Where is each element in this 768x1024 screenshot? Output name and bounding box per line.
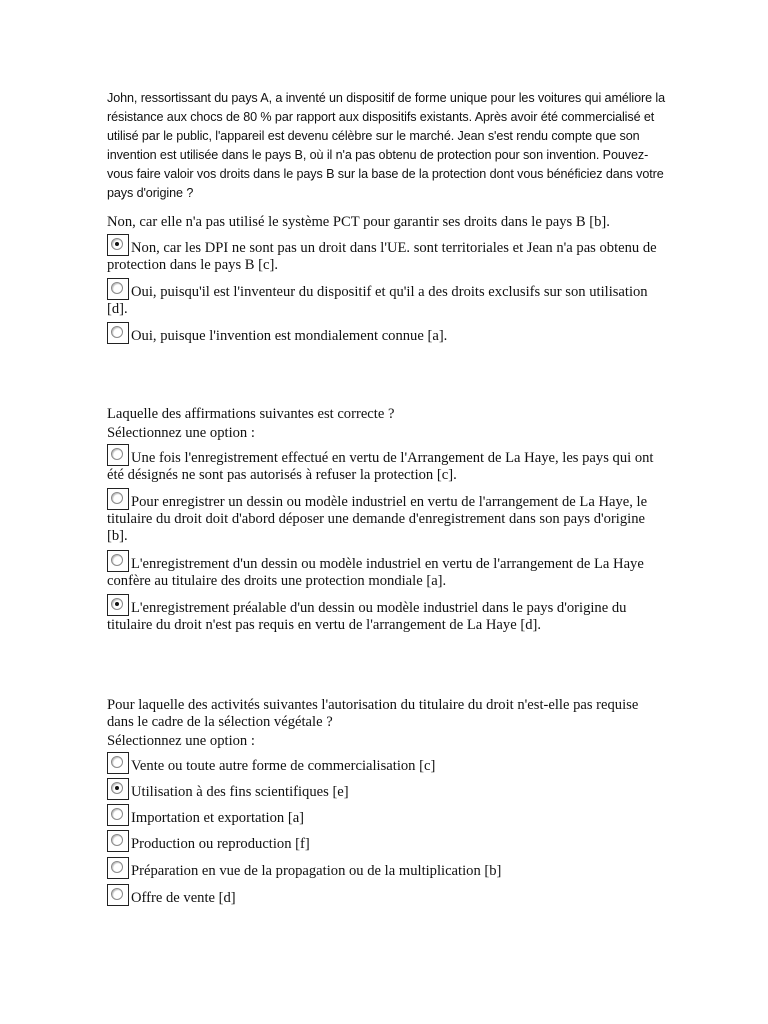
option-label: Importation et exportation [a] bbox=[131, 810, 305, 826]
option-label: Une fois l'enregistrement effectué en vertu de l'Arrangement de La Haye, les pays qui ont été désignés ne sont pas autorisés à refuser la protection [c]. bbox=[107, 450, 654, 483]
q2-option-1[interactable] bbox=[107, 444, 667, 484]
question-3-prompt: Sélectionnez une option : bbox=[107, 733, 255, 749]
option-label: Préparation en vue de la propagation ou de la multiplication [b] bbox=[131, 863, 502, 879]
option-label: L'enregistrement préalable d'un dessin ou modèle industriel dans le pays d'origine du titulaire du droit n'est pas requis en vertu de l'arrangement de La Haye [d]. bbox=[107, 600, 627, 633]
q3-option-5[interactable] bbox=[107, 857, 667, 880]
question-1-text: John, ressortissant du pays A, a inventé un dispositif de forme unique pour les voitures qui améliore la résistance aux chocs de 80 % par rapport aux dispositifs existants. Après avoir été commercialisé et utilisé par le public, l'appareil est devenu célèbre sur le marché. Jean s'est rendu compte que son invention est utilisée dans le pays B, où il n'a pas obtenu de protection pour son invention. Pouvez-vous faire valoir vos droits dans le pays B sur la base de la protection dont vous bénéficiez dans votre pays d'origine ? bbox=[107, 91, 666, 200]
radio-button-icon[interactable] bbox=[107, 278, 129, 300]
radio-button-icon[interactable] bbox=[107, 322, 129, 344]
option-label: Oui, puisqu'il est l'inventeur du dispositif et qu'il a des droits exclusifs sur son utilisation [d]. bbox=[107, 284, 648, 317]
option-label: Pour enregistrer un dessin ou modèle industriel en vertu de l'arrangement de La Haye, le titulaire du droit doit d'abord déposer une demande d'enregistrement dans son pays d'origine [b]. bbox=[107, 494, 648, 544]
option-label: Utilisation à des fins scientifiques [e] bbox=[131, 784, 349, 800]
q3-option-6[interactable] bbox=[107, 884, 667, 907]
question-3-text: Pour laquelle des activités suivantes l'autorisation du titulaire du droit n'est-elle pas requise dans le cadre de la sélection végétale ? bbox=[107, 697, 639, 730]
q2-option-2[interactable] bbox=[107, 488, 667, 545]
q3-option-3[interactable] bbox=[107, 804, 667, 827]
option-label: Non, car les DPI ne sont pas un droit dans l'UE. sont territoriales et Jean n'a pas obtenu de protection dans le pays B [c]. bbox=[107, 240, 657, 273]
radio-button-icon[interactable] bbox=[107, 444, 129, 466]
q2-option-4[interactable] bbox=[107, 594, 667, 634]
radio-button-icon[interactable] bbox=[107, 857, 129, 879]
radio-button-icon[interactable] bbox=[107, 830, 129, 852]
option-label: Oui, puisque l'invention est mondialement connue [a]. bbox=[131, 328, 448, 344]
radio-button-icon[interactable] bbox=[107, 234, 129, 256]
radio-button-icon[interactable] bbox=[107, 752, 129, 774]
question-2-prompt: Sélectionnez une option : bbox=[107, 425, 255, 441]
option-label: Offre de vente [d] bbox=[131, 890, 236, 906]
radio-button-icon[interactable] bbox=[107, 488, 129, 510]
q1-option-2[interactable] bbox=[107, 278, 667, 318]
q1-option-3[interactable] bbox=[107, 322, 667, 345]
option-label: Vente ou toute autre forme de commercialisation [c] bbox=[131, 758, 436, 774]
radio-button-icon[interactable] bbox=[107, 550, 129, 572]
q2-option-3[interactable] bbox=[107, 550, 667, 590]
option-label: Production ou reproduction [f] bbox=[131, 836, 310, 852]
option-label: L'enregistrement d'un dessin ou modèle industriel en vertu de l'arrangement de La Haye confère au titulaire des droits une protection mondiale [a]. bbox=[107, 556, 644, 589]
q3-option-2[interactable] bbox=[107, 778, 667, 801]
radio-button-icon[interactable] bbox=[107, 804, 129, 826]
question-2-text: Laquelle des affirmations suivantes est correcte ? bbox=[107, 406, 395, 422]
q3-option-4[interactable] bbox=[107, 830, 667, 853]
radio-button-icon[interactable] bbox=[107, 778, 129, 800]
question-1-first-line: Non, car elle n'a pas utilisé le système PCT pour garantir ses droits dans le pays B [b]. bbox=[107, 214, 610, 230]
radio-button-icon[interactable] bbox=[107, 884, 129, 906]
q1-option-1[interactable] bbox=[107, 234, 667, 274]
radio-button-icon[interactable] bbox=[107, 594, 129, 616]
q3-option-1[interactable] bbox=[107, 752, 667, 775]
